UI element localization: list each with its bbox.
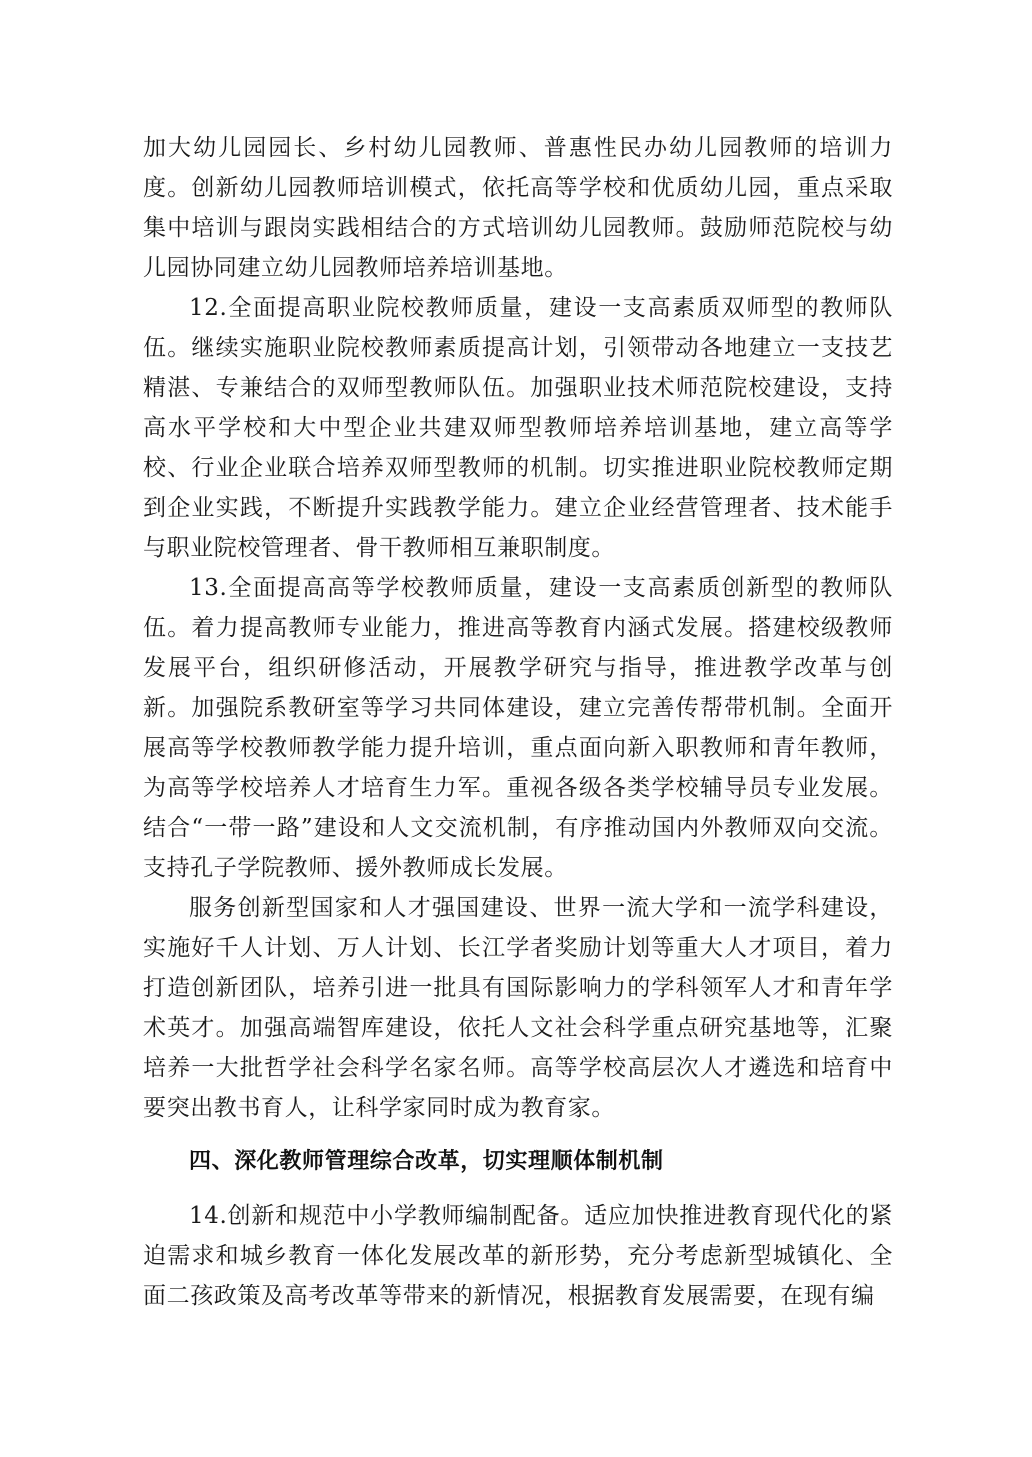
paragraph-kindergarten-training: 加大幼儿园园长、乡村幼儿园教师、普惠性民办幼儿园教师的培训力度。创新幼儿园教师培训模式，依托高等学校和优质幼儿园，重点采取集中培训与跟岗实践相结合的方式培训幼儿园教师。鼓励师范院校与幼儿园协同建立幼儿园教师培养培训基地。	[143, 135, 893, 281]
document-body	[143, 128, 893, 1316]
section-heading: 四、深化教师管理综合改革，切实理顺体制机制	[189, 1149, 664, 1174]
paragraph-13-higher-education-teachers: 13.全面提高高等学校教师质量，建设一支高素质创新型的教师队伍。着力提高教师专业能力，推进高等教育内涵式发展。搭建校级教师发展平台，组织研修活动，开展教学研究与指导，推进教学改革与创新。加强院系教研室等学习共同体建设，建立完善传帮带机制。全面开展高等学校教师教学能力提升培训，重点面向新入职教师和青年教师，为高等学校培养人才培育生力军。重视各级各类学校辅导员专业发展。结合“一带一路”建设和人文交流机制，有序推动国内外教师双向交流。支持孔子学院教师、援外教师成长发展。	[143, 575, 893, 881]
paragraph-14-staffing: 14.创新和规范中小学教师编制配备。适应加快推进教育现代化的紧迫需求和城乡教育一体化发展改革的新形势，充分考虑新型城镇化、全面二孩政策及高考改革等带来的新情况，根据教育发展需要，在现有编	[143, 1203, 893, 1309]
paragraph-talent-programs: 服务创新型国家和人才强国建设、世界一流大学和一流学科建设，实施好千人计划、万人计划、长江学者奖励计划等重大人才项目，着力打造创新团队，培养引进一批具有国际影响力的学科领军人才和青年学术英才。加强高端智库建设，依托人文社会科学重点研究基地等，汇聚培养一大批哲学社会科学名家名师。高等学校高层次人才遴选和培育中要突出教书育人，让科学家同时成为教育家。	[143, 895, 893, 1121]
paragraph-12-vocational-teachers: 12.全面提高职业院校教师质量，建设一支高素质双师型的教师队伍。继续实施职业院校教师素质提高计划，引领带动各地建立一支技艺精湛、专兼结合的双师型教师队伍。加强职业技术师范院校建设，支持高水平学校和大中型企业共建双师型教师培养培训基地，建立高等学校、行业企业联合培养双师型教师的机制。切实推进职业院校教师定期到企业实践，不断提升实践教学能力。建立企业经营管理者、技术能手与职业院校管理者、骨干教师相互兼职制度。	[143, 295, 893, 561]
